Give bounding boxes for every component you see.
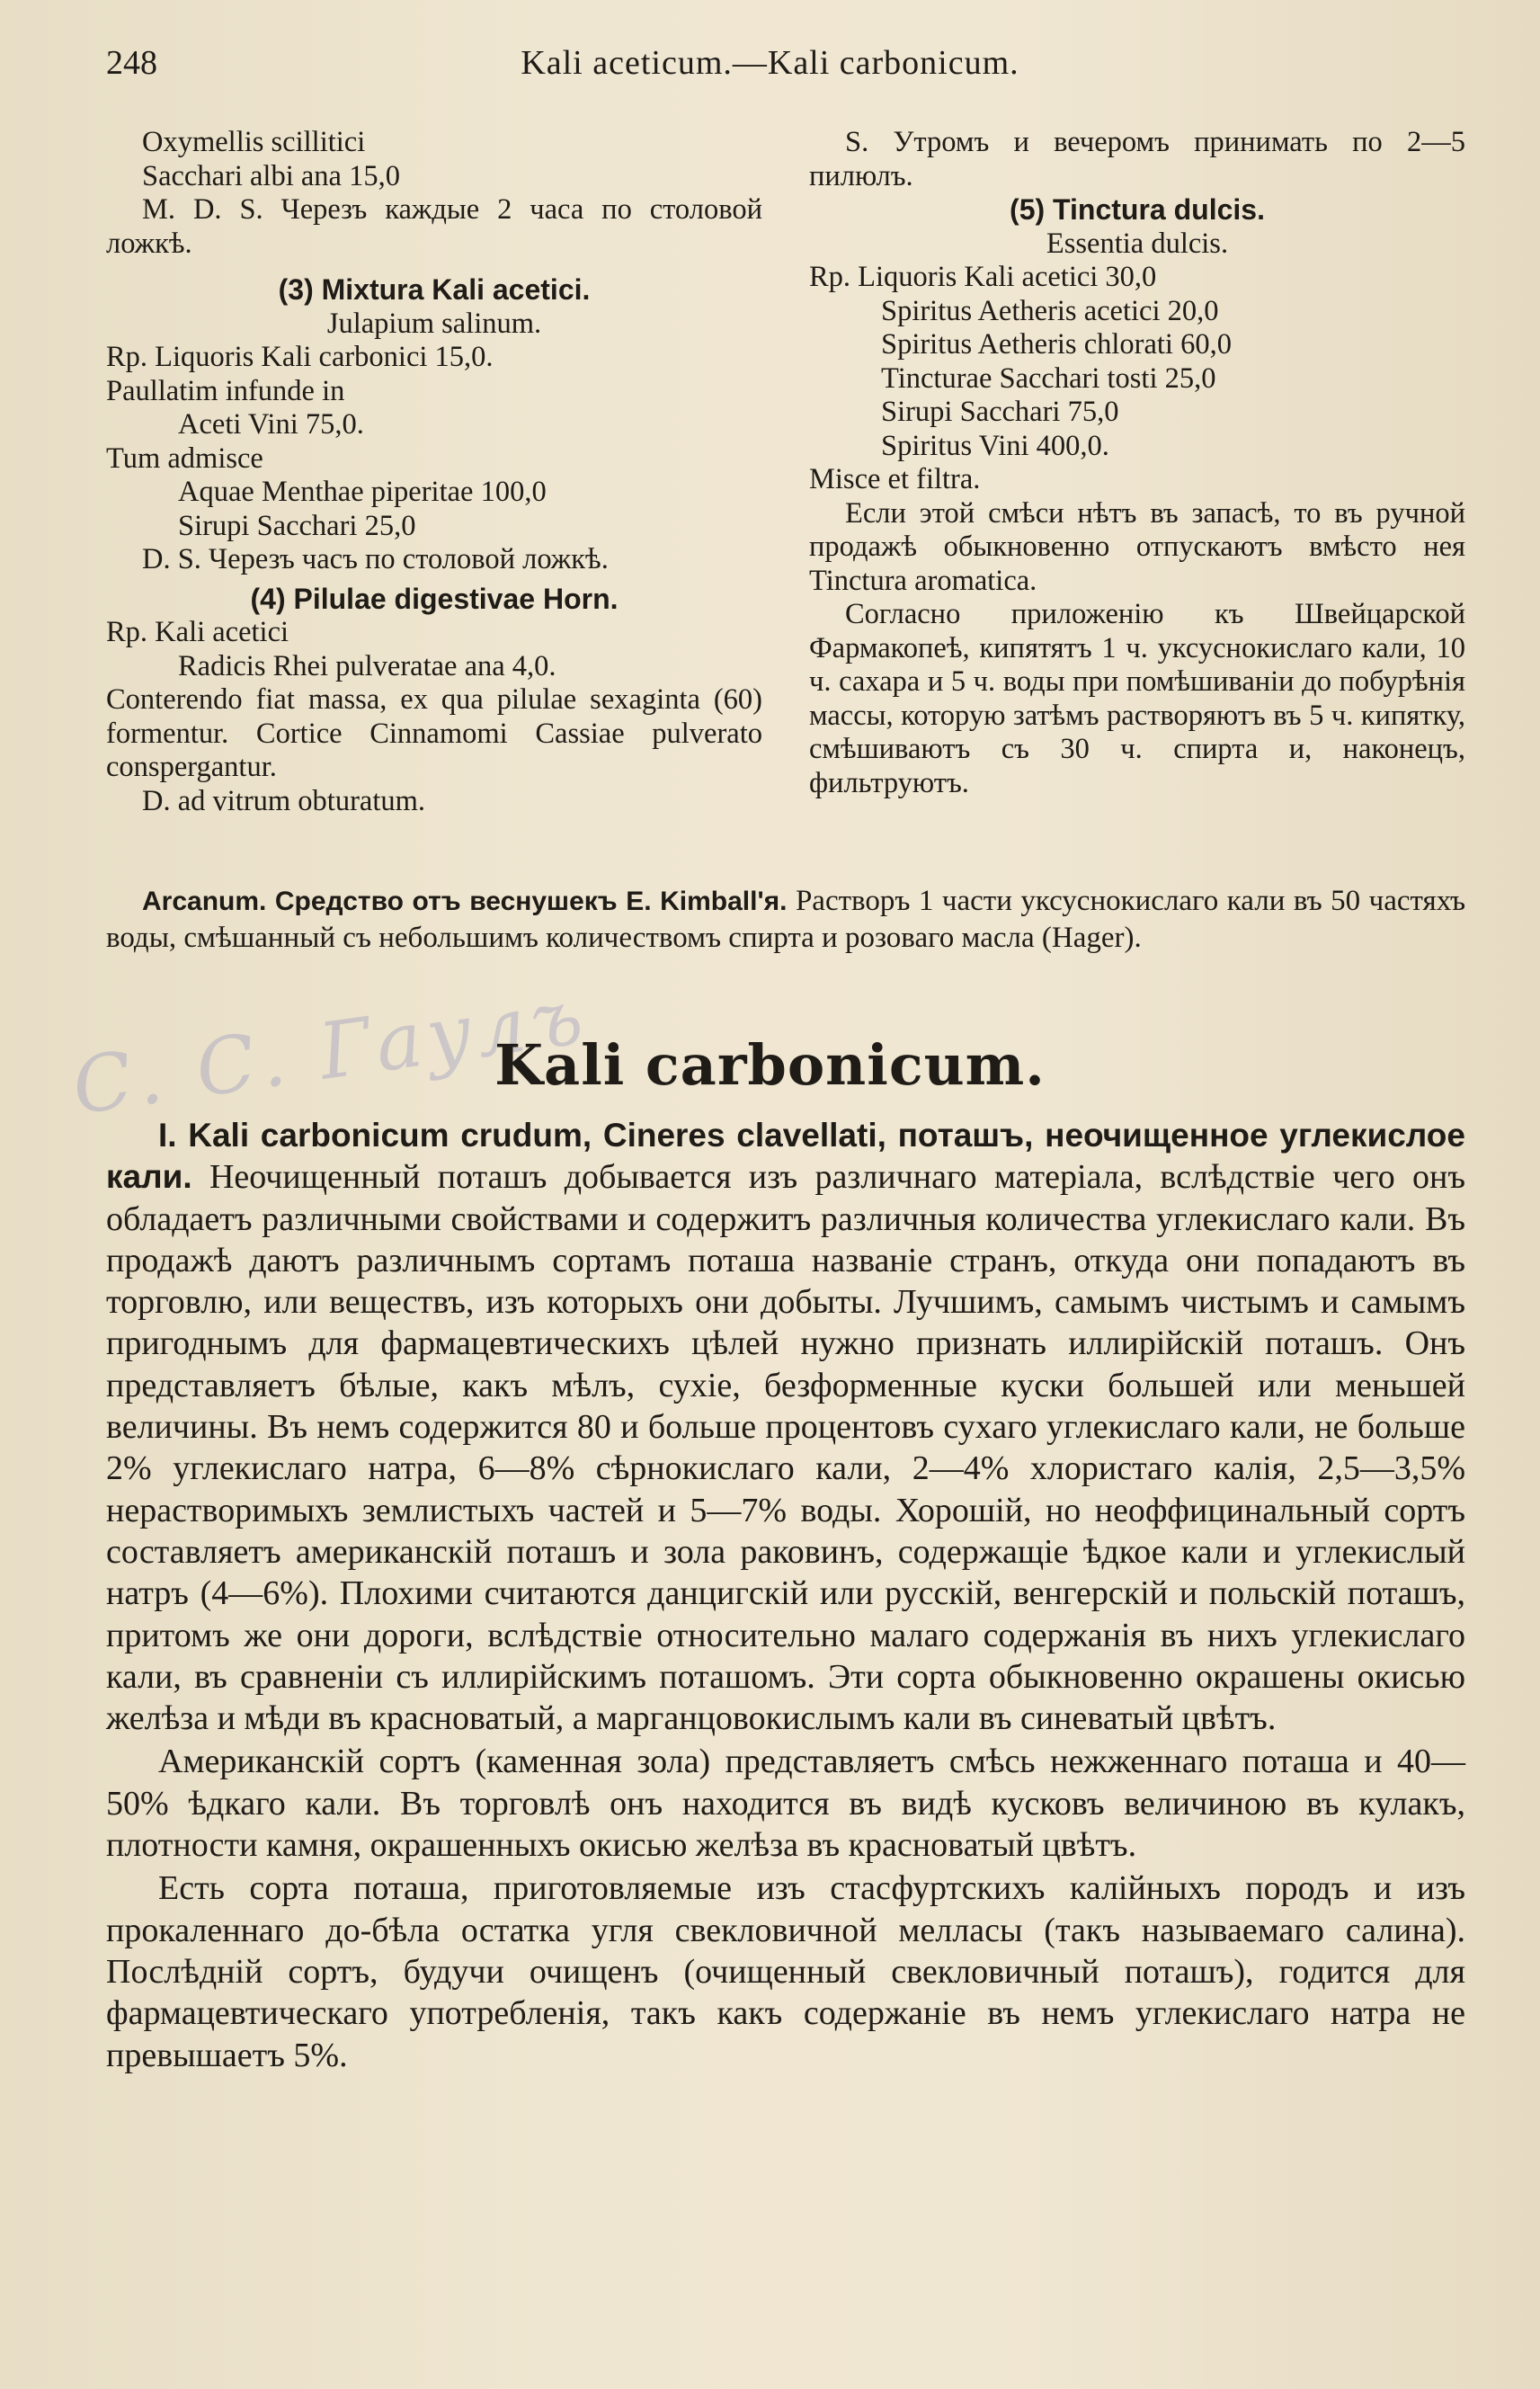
recipe-line: Spiritus Aetheris chlorati 60,0 xyxy=(881,328,1232,361)
recipe-heading: (5) Tinctura dulcis. xyxy=(1010,193,1265,226)
recipe-subheading: Julapium salinum. xyxy=(326,307,542,340)
arcanum-paragraph xyxy=(106,883,1465,957)
running-head: Kali aceticum.—Kali carbonicum. xyxy=(521,44,1019,82)
recipe-line: Sirupi Sacchari 75,0 xyxy=(881,396,1119,428)
arcanum-lead: Средство отъ веснушекъ E. Kimball'я. xyxy=(274,887,788,916)
recipe-line: Rp. Liquoris Kali carbonici 15,0. xyxy=(106,341,494,373)
recipe-line: Tincturae Sacchari tosti 25,0 xyxy=(881,361,1216,395)
recipe-note: Согласно приложенію къ Швейцарской Фармакопеѣ, кипятятъ 1 ч. уксуснокислаго кали, 10 ч. сахара и 5 ч. воды при помѣшиваніи до побурѣнія массы, которую затѣмъ растворяютъ въ 5 ч. кипятку, смѣшиваютъ съ 30 ч. спирта и, наконецъ, фильтруютъ. xyxy=(809,598,1465,799)
page-number: 248 xyxy=(106,44,157,82)
arcanum-label: Arcanum. xyxy=(142,887,267,916)
recipe-line: Radicis Rhei pulveratae ana 4,0. xyxy=(178,649,556,682)
left-column xyxy=(106,126,762,818)
recipe-instruction: M. D. S. Черезъ каждые 2 часа по столовой ложкѣ. xyxy=(106,193,762,260)
arcanum-text: Растворъ 1 части уксуснокислаго кали въ 50 частяхъ воды, смѣшанный съ небольшимъ количествомъ спирта и розоваго масла (Hager). xyxy=(106,885,1466,954)
recipe-line: Tum admisce xyxy=(106,441,263,475)
recipe-instruction: D. S. Черезъ часъ по столовой ложкѣ. xyxy=(142,543,609,575)
recipe-note: Если этой смѣси нѣтъ въ запасѣ, то въ ручной продажѣ обыкновенно отпускаютъ вмѣсто нея Tinctura aromatica. xyxy=(809,496,1465,597)
recipe-line: Aquae Menthae piperitae 100,0 xyxy=(178,476,547,508)
recipe-line: Misce et filtra. xyxy=(809,463,981,495)
recipe-line: Spiritus Aetheris acetici 20,0 xyxy=(881,294,1219,327)
recipe-line: Sacchari albi ana 15,0 xyxy=(142,159,400,192)
recipe-line: Aceti Vini 75,0. xyxy=(178,408,364,441)
section-title: Kali carbonicum. xyxy=(494,1032,1046,1098)
recipe-heading: (3) Mixtura Kali acetici. xyxy=(278,273,591,306)
recipe-instruction: D. ad vitrum obturatum. xyxy=(142,784,426,817)
recipe-heading: (4) Pilulae digestivae Horn. xyxy=(250,582,619,615)
paragraph xyxy=(106,1115,1465,1739)
ownership-stamp: С. С. Гаулъ xyxy=(67,971,594,1133)
recipe-instruction: S. Утромъ и вечеромъ принимать по 2—5 пилюлъ. xyxy=(809,126,1465,192)
right-column xyxy=(809,126,1465,800)
main-text xyxy=(106,1115,1465,2076)
recipe-line: Rp. Liquoris Kali acetici 30,0 xyxy=(809,261,1157,293)
recipe-line: Oxymellis scillitici xyxy=(142,126,366,158)
paragraph: Американскій сортъ (каменная зола) представляетъ смѣсь нежженнаго поташа и 40—50% ѣдкаго кали. Въ торговлѣ онъ находится въ видѣ кусковъ величиною въ кулакъ, плотности камня, окрашенныхъ окисью желѣза въ красноватый цвѣтъ. xyxy=(106,1743,1465,1865)
recipe-line: Spiritus Vini 400,0. xyxy=(881,429,1109,462)
recipe-subheading: Essentia dulcis. xyxy=(1046,227,1229,260)
recipe-line: Rp. Kali acetici xyxy=(106,616,289,648)
page-header xyxy=(0,43,1540,97)
recipe-line: Sirupi Sacchari 25,0 xyxy=(178,509,416,542)
paragraph-text: Неочищенный поташъ добывается изъ различнаго матеріала, вслѣдствіе чего онъ обладаетъ различными свойствами и содержитъ различныя количества углекислаго кали. Въ продажѣ даютъ различнымъ сортамъ поташа названіе странъ, откуда они попадаютъ въ торговлю, или веществъ, изъ которыхъ они добыты. Лучшимъ, самымъ чистымъ и самымъ пригоднымъ для фармацевтическихъ цѣлей нужно признать иллирійскій поташъ. Онъ представляетъ бѣлые, какъ мѣлъ, сухіе, безформенные куски большей или меньшей величины. Въ немъ содержится 80 и больше процентовъ сухаго углекислаго кали, не больше 2% углекислаго натра, 6—8% сѣрнокислаго кали, 2—4% хлористаго калія, 2,5—3,5% нерастворимыхъ землистыхъ частей и 5—7% воды. Хорошій, но неоффицинальный сортъ составляетъ американскій поташъ и зола раковинъ, содержащіе ѣдкое кали и углекислый натръ (4—6%). Плохими считаются данцигскій или русскій, венгерскій и польскій поташъ, притомъ же они дороги, вслѣдствіе относительно малаго содержанія въ нихъ углекислаго кали, въ сравненіи съ иллирійскимъ поташомъ. Эти сорта обыкновенно окрашены окисью желѣза и мѣди въ красноватый, а марганцовокислымъ кали въ синеватый цвѣтъ. xyxy=(106,1158,1465,1738)
paragraph: Есть сорта поташа, приготовляемые изъ стасфуртскихъ калійныхъ породъ и изъ прокаленнаго до-бѣла остатка угля свекловичной мелласы (такъ называемаго салина). Послѣдній сортъ, будучи очищенъ (очищенный свекловичный поташъ), годится для фармацевтическаго употребленія, такъ какъ содержаніе въ немъ углекислаго натра не превышаетъ 5%. xyxy=(106,1869,1465,2074)
recipe-text: Conterendo fiat massa, ex qua pilulae sexaginta (60) formentur. Cortice Cinnamomi Cassiae pulverato conspergantur. xyxy=(106,683,762,783)
paragraph-lead: I. Kali carbonicum crudum, Cineres clavellati, поташъ, неочищенное углекислое кали. xyxy=(106,1117,1465,1196)
recipe-line: Paullatim infunde in xyxy=(106,374,345,407)
